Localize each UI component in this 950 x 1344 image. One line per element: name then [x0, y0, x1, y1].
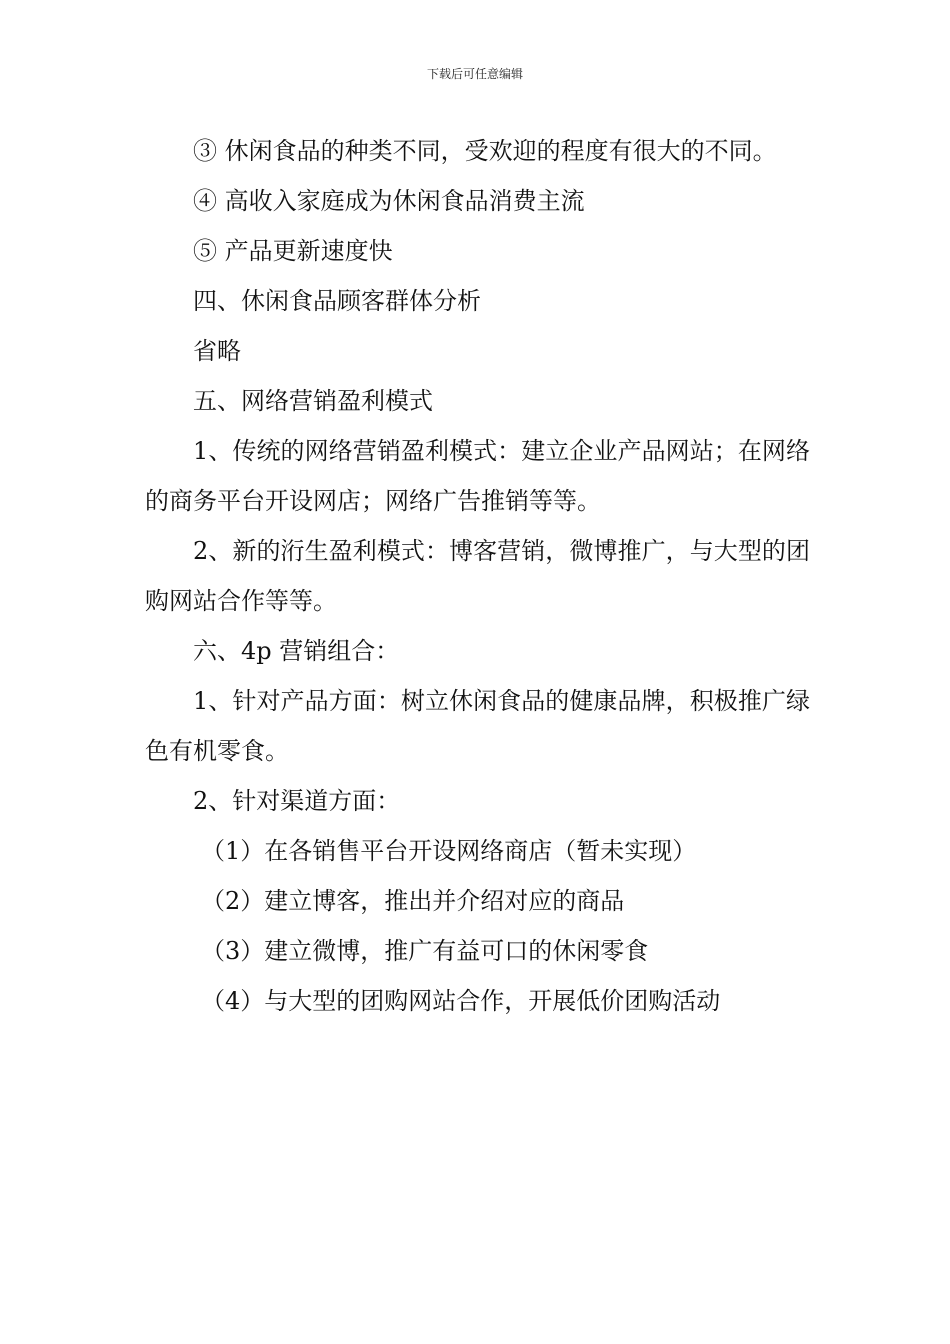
paragraph-new-model: 2、新的洐生盈利模式：博客营销，微博推广，与大型的团购网站合作等等。	[145, 537, 810, 615]
section-heading-5: 五、网络营销盈利模式	[193, 387, 433, 415]
paragraph-traditional-model: 1、传统的网络营销盈利模式：建立企业产品网站；在网络的商务平台开设网店；网络广告推销等等。	[145, 437, 810, 515]
paragraph-omitted: 省略	[193, 337, 241, 365]
paragraph-product: 1、针对产品方面：树立休闲食品的健康品牌，积极推广绿色有机零食。	[145, 687, 810, 765]
section-heading-6: 六、4p 营销组合：	[193, 637, 400, 665]
list-item-1: （1）在各销售平台开设网络商店（暂未实现）	[201, 837, 697, 865]
page-header-note: 下载后可任意编辑	[426, 67, 523, 81]
list-item-4: （4）与大型的团购网站合作，开展低价团购活动	[201, 987, 721, 1015]
paragraph-item-3: ③ 休闲食品的种类不同，受欢迎的程度有很大的不同。	[193, 137, 777, 165]
section-heading-4: 四、休闲食品顾客群体分析	[193, 287, 481, 315]
document-body	[145, 126, 810, 1026]
paragraph-item-4: ④ 高收入家庭成为休闲食品消费主流	[193, 187, 585, 215]
paragraph-item-5: ⑤ 产品更新速度快	[193, 237, 393, 265]
list-item-3: （3）建立微博，推广有益可口的休闲零食	[201, 937, 649, 965]
list-item-2: （2）建立博客，推出并介绍对应的商品	[201, 887, 625, 915]
paragraph-channel: 2、针对渠道方面：	[193, 787, 401, 815]
